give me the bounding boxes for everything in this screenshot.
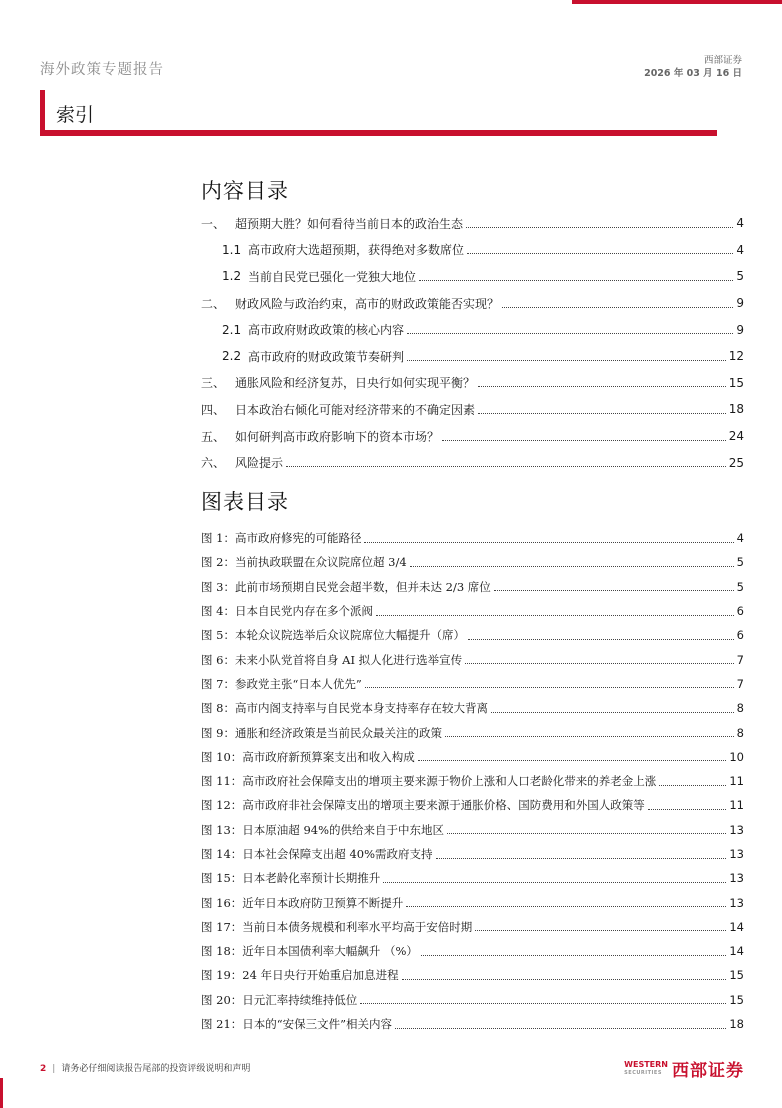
figure-entry[interactable] xyxy=(201,769,744,793)
figure-caption: 近年日本国债利率大幅飙升 （%） xyxy=(242,944,418,959)
figure-entry[interactable] xyxy=(201,575,744,599)
dot-leader xyxy=(442,440,726,441)
figure-entry[interactable] xyxy=(201,526,744,550)
figure-caption: 高市内阁支持率与自民党本身支持率存在较大背离 xyxy=(234,701,488,716)
figure-page: 8 xyxy=(736,701,744,716)
toc-entry-page: 9 xyxy=(736,322,744,337)
dot-leader xyxy=(383,882,726,883)
toc-entry-text: 如何研判高市政府影响下的资本市场？ xyxy=(235,429,440,444)
figure-page: 5 xyxy=(736,579,744,594)
figure-label: 图 15： xyxy=(201,871,243,886)
toc-entry-number: 2.2 xyxy=(222,349,242,364)
figure-page: 7 xyxy=(736,652,744,667)
toc-entry[interactable] xyxy=(201,263,744,290)
dot-leader xyxy=(406,906,726,907)
toc-entry-page: 5 xyxy=(736,269,744,284)
figure-label: 图 21： xyxy=(201,1017,243,1032)
figure-page: 13 xyxy=(729,847,744,861)
figure-caption: 日本社会保障支出超 40%需政府支持 xyxy=(242,847,433,861)
figure-caption: 此前市场预期自民党会超半数，但并未达 2/3 席位 xyxy=(234,579,491,594)
figure-entry[interactable] xyxy=(201,963,744,987)
figure-caption: 24 年日央行开始重启加息进程 xyxy=(242,968,399,983)
dot-leader xyxy=(475,930,726,931)
figure-page: 13 xyxy=(729,895,744,910)
dot-leader xyxy=(447,833,726,834)
toc-entry[interactable] xyxy=(201,316,744,343)
figure-page: 14 xyxy=(729,944,744,959)
toc-entry-page: 15 xyxy=(728,375,744,390)
figure-label: 图 17： xyxy=(201,919,243,934)
toc-entry-text: 财政风险与政治约束，高市的财政政策能否实现？ xyxy=(235,296,500,311)
figure-page: 18 xyxy=(729,1017,744,1032)
toc-entry[interactable] xyxy=(201,290,744,317)
figure-label: 图 12： xyxy=(201,798,243,813)
toc-entry[interactable] xyxy=(201,210,744,237)
footer-disclaimer: 请务必仔细阅读报告尾部的投资评级说明和声明 xyxy=(61,1064,251,1074)
figure-page: 13 xyxy=(729,822,744,837)
figure-caption: 通胀和经济政策是当前民众最关注的政策 xyxy=(234,725,442,740)
toc-entry-page: 4 xyxy=(736,216,744,231)
report-type: 海外政策专题报告 xyxy=(40,62,164,78)
toc-entry-text: 风险提示 xyxy=(235,456,284,471)
figure-page: 15 xyxy=(729,992,744,1007)
figure-caption: 当前日本债务规模和利率水平均高于安倍时期 xyxy=(242,919,473,934)
figure-entry[interactable] xyxy=(201,842,744,866)
figure-label: 图 14： xyxy=(201,847,243,861)
figure-label: 图 20： xyxy=(201,992,243,1007)
toc-entry-text: 高市政府大选超预期，获得绝对多数席位 xyxy=(248,243,465,258)
figure-label: 图 8： xyxy=(201,701,235,716)
figure-entry[interactable] xyxy=(201,623,744,647)
dot-leader xyxy=(402,979,727,980)
section-heading xyxy=(40,90,717,130)
figure-label: 图 5： xyxy=(201,628,235,643)
dot-leader xyxy=(410,566,734,567)
figure-caption: 当前执政联盟在众议院席位超 3/4 xyxy=(234,555,407,570)
toc-entry[interactable] xyxy=(201,449,744,476)
figure-entry[interactable] xyxy=(201,745,744,769)
toc-entry-number: 1.1 xyxy=(222,242,242,257)
figure-page: 5 xyxy=(736,555,744,570)
figure-caption: 高市政府修宪的可能路径 xyxy=(234,531,362,546)
header-info xyxy=(644,54,742,80)
footer-separator: | xyxy=(52,1064,56,1074)
figure-page: 4 xyxy=(736,531,744,546)
figure-page: 14 xyxy=(729,919,744,934)
toc-entry-page: 4 xyxy=(736,242,744,257)
toc-title: 内容目录 xyxy=(201,179,289,203)
dot-leader xyxy=(478,386,726,387)
dot-leader xyxy=(494,590,734,591)
figure-label: 图 6： xyxy=(201,652,235,667)
toc-entry-number: 五、 xyxy=(201,429,226,444)
figure-label: 图 19： xyxy=(201,968,243,983)
figure-caption: 日本自民党内存在多个派阀 xyxy=(234,604,373,619)
figure-label: 图 3： xyxy=(201,579,235,594)
figure-page: 11 xyxy=(729,798,744,813)
section-divider xyxy=(40,130,717,136)
figure-entry[interactable] xyxy=(201,866,744,890)
logo-en-sub: SECURITIES xyxy=(624,1069,662,1076)
dot-leader xyxy=(421,955,726,956)
footer xyxy=(40,1061,250,1074)
figure-entry[interactable] xyxy=(201,720,744,744)
figure-page: 11 xyxy=(729,774,744,789)
section-accent-bar xyxy=(40,90,45,130)
figure-caption: 本轮众议院选举后众议院席位大幅提升（席） xyxy=(234,628,465,643)
figure-caption: 近年日本政府防卫预算不断提升 xyxy=(242,895,404,910)
toc-entry[interactable] xyxy=(201,396,744,423)
toc-entry[interactable] xyxy=(201,370,744,397)
figure-entry[interactable] xyxy=(201,915,744,939)
figure-entry[interactable] xyxy=(201,1012,744,1036)
dot-leader xyxy=(365,687,734,688)
dot-leader xyxy=(419,280,733,281)
toc-entry[interactable] xyxy=(201,343,744,370)
left-edge-mark xyxy=(0,1078,3,1108)
figure-page: 13 xyxy=(729,871,744,886)
company-logo xyxy=(624,1056,744,1081)
toc-entry-page: 9 xyxy=(736,296,744,311)
dot-leader xyxy=(364,542,733,543)
figure-page: 10 xyxy=(729,749,744,764)
dot-leader xyxy=(436,858,727,859)
dot-leader xyxy=(648,809,727,810)
toc-entry-number: 四、 xyxy=(201,402,226,417)
figure-entry[interactable] xyxy=(201,939,744,963)
dot-leader xyxy=(360,1003,726,1004)
toc-entry-text: 日本政治右倾化可能对经济带来的不确定因素 xyxy=(235,402,476,417)
logo-en-text: WESTERN xyxy=(624,1059,668,1069)
dot-leader xyxy=(418,760,727,761)
figure-label: 图 11： xyxy=(201,774,243,789)
toc-entry[interactable] xyxy=(201,423,744,450)
figure-caption: 未来小队党首将自身 AI 拟人化进行选举宣传 xyxy=(234,652,463,667)
figures-list xyxy=(201,526,744,1036)
figure-label: 图 10： xyxy=(201,749,243,764)
figure-label: 图 4： xyxy=(201,604,235,619)
dot-leader xyxy=(659,785,726,786)
figures-title: 图表目录 xyxy=(201,490,289,514)
figure-entry[interactable] xyxy=(201,890,744,914)
toc-entry-number: 一、 xyxy=(201,216,226,231)
report-date: 2026 年 03 月 16 日 xyxy=(644,68,742,79)
figure-caption: 日本原油超 94%的供给来自于中东地区 xyxy=(242,822,445,837)
figure-caption: 日本的“安保三文件”相关内容 xyxy=(242,1017,393,1032)
toc-entry-text: 超预期大胜？如何看待当前日本的政治生态 xyxy=(235,216,464,231)
toc-entry-number: 1.2 xyxy=(222,269,242,284)
dot-leader xyxy=(407,360,726,361)
figure-page: 6 xyxy=(736,628,744,643)
figure-caption: 高市政府新预算案支出和收入构成 xyxy=(242,749,415,764)
dot-leader xyxy=(465,663,734,664)
figure-caption: 日元汇率持续维持低位 xyxy=(242,992,358,1007)
toc-entry-text: 通胀风险和经济复苏，日央行如何实现平衡？ xyxy=(235,376,476,391)
figure-page: 15 xyxy=(729,968,744,983)
figure-label: 图 13： xyxy=(201,822,243,837)
toc-entry-text: 当前自民党已强化一党独大地位 xyxy=(248,269,417,284)
toc-entry-page: 12 xyxy=(728,349,744,364)
figure-entry[interactable] xyxy=(201,599,744,623)
dot-leader xyxy=(407,333,733,334)
figure-entry[interactable] xyxy=(201,647,744,671)
figure-entry[interactable] xyxy=(201,818,744,842)
figure-entry[interactable] xyxy=(201,550,744,574)
figure-caption: 日本老龄化率预计长期推升 xyxy=(242,871,381,886)
toc-entry-number: 2.1 xyxy=(222,322,242,337)
toc-entry-number: 六、 xyxy=(201,456,226,471)
top-accent-bar xyxy=(572,0,782,4)
dot-leader xyxy=(466,227,733,228)
figure-caption: 高市政府非社会保障支出的增项主要来源于通胀价格、国防费用和外国人政策等 xyxy=(242,798,645,813)
figure-entry[interactable] xyxy=(201,793,744,817)
toc-entry-text: 高市政府的财政政策节奏研判 xyxy=(248,349,405,364)
figure-page: 8 xyxy=(736,725,744,740)
dot-leader xyxy=(478,413,726,414)
figure-entry[interactable] xyxy=(201,672,744,696)
figure-label: 图 18： xyxy=(201,944,243,959)
dot-leader xyxy=(468,639,734,640)
figure-label: 图 7： xyxy=(201,676,235,691)
toc-entry-number: 二、 xyxy=(201,296,226,311)
toc-entry-page: 25 xyxy=(728,455,744,470)
dot-leader xyxy=(395,1028,726,1029)
figure-label: 图 1： xyxy=(201,531,235,546)
toc-entry-page: 24 xyxy=(728,429,744,444)
section-title: 索引 xyxy=(56,104,95,126)
logo-english xyxy=(624,1061,668,1077)
figure-page: 6 xyxy=(736,604,744,619)
logo-chinese: 西部证券 xyxy=(672,1061,744,1081)
dot-leader xyxy=(467,253,733,254)
figure-entry[interactable] xyxy=(201,696,744,720)
page-number: 2 xyxy=(40,1064,47,1074)
dot-leader xyxy=(491,712,734,713)
dot-leader xyxy=(445,736,734,737)
toc-entry[interactable] xyxy=(201,237,744,264)
figure-label: 图 2： xyxy=(201,555,235,570)
dot-leader xyxy=(376,615,734,616)
toc-entry-number: 三、 xyxy=(201,376,226,391)
toc-entry-page: 18 xyxy=(728,402,744,417)
figure-entry[interactable] xyxy=(201,988,744,1012)
toc-entry-text: 高市政府财政政策的核心内容 xyxy=(248,323,405,338)
figure-caption: 参政党主张“日本人优先” xyxy=(234,676,362,691)
dot-leader xyxy=(286,466,726,467)
figure-label: 图 9： xyxy=(201,725,235,740)
dot-leader xyxy=(502,307,733,308)
figure-label: 图 16： xyxy=(201,895,243,910)
company-name: 西部证券 xyxy=(703,55,742,66)
figure-page: 7 xyxy=(736,676,744,691)
toc-list xyxy=(201,210,744,476)
figure-caption: 高市政府社会保障支出的增项主要来源于物价上涨和人口老龄化带来的养老金上涨 xyxy=(242,774,657,789)
